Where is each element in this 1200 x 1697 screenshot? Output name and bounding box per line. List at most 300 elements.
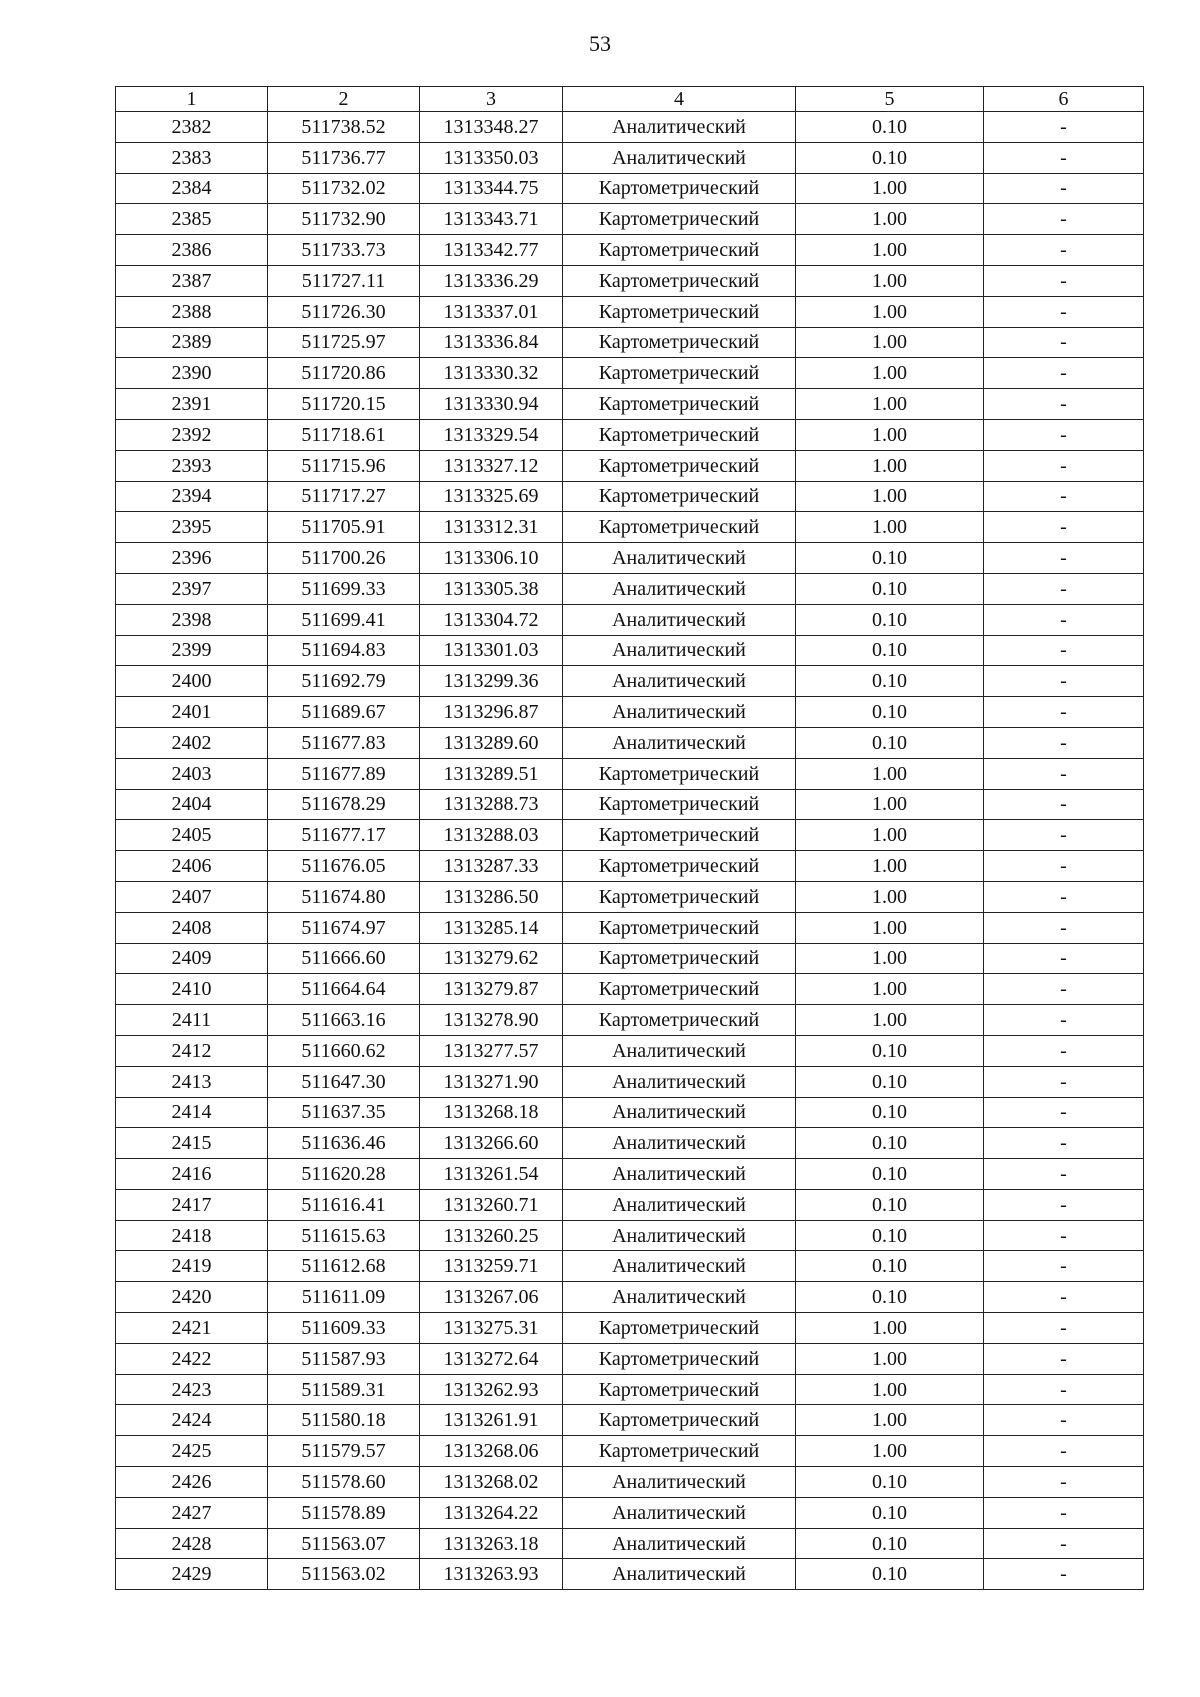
point-number-cell: 2393 [116,450,268,481]
point-number-cell: 2382 [116,112,268,143]
description-cell: - [984,327,1144,358]
method-cell: Картометрический [563,204,796,235]
accuracy-cell: 1.00 [796,235,984,266]
point-number-cell: 2421 [116,1313,268,1344]
column-header-5: 5 [796,87,984,112]
x-coordinate-cell: 511718.61 [268,419,420,450]
accuracy-cell: 0.10 [796,1251,984,1282]
point-number-cell: 2384 [116,173,268,204]
table-row [116,1128,1144,1159]
method-cell: Картометрический [563,265,796,296]
x-coordinate-cell: 511715.96 [268,450,420,481]
y-coordinate-cell: 1313327.12 [420,450,563,481]
method-cell: Картометрический [563,943,796,974]
column-header-2: 2 [268,87,420,112]
x-coordinate-cell: 511717.27 [268,481,420,512]
x-coordinate-cell: 511563.07 [268,1528,420,1559]
accuracy-cell: 0.10 [796,697,984,728]
x-coordinate-cell: 511692.79 [268,666,420,697]
table-row [116,419,1144,450]
description-cell: - [984,1097,1144,1128]
description-cell: - [984,419,1144,450]
description-cell: - [984,1343,1144,1374]
x-coordinate-cell: 511689.67 [268,697,420,728]
accuracy-cell: 1.00 [796,1436,984,1467]
x-coordinate-cell: 511578.89 [268,1497,420,1528]
method-cell: Аналитический [563,1497,796,1528]
point-number-cell: 2406 [116,851,268,882]
table-row [116,943,1144,974]
accuracy-cell: 0.10 [796,1528,984,1559]
method-cell: Картометрический [563,1005,796,1036]
accuracy-cell: 1.00 [796,974,984,1005]
description-cell: - [984,204,1144,235]
accuracy-cell: 0.10 [796,666,984,697]
x-coordinate-cell: 511609.33 [268,1313,420,1344]
description-cell: - [984,912,1144,943]
point-number-cell: 2389 [116,327,268,358]
y-coordinate-cell: 1313312.31 [420,512,563,543]
x-coordinate-cell: 511563.02 [268,1559,420,1590]
accuracy-cell: 1.00 [796,1405,984,1436]
x-coordinate-cell: 511678.29 [268,789,420,820]
description-cell: - [984,1005,1144,1036]
accuracy-cell: 1.00 [796,912,984,943]
method-cell: Аналитический [563,1251,796,1282]
point-number-cell: 2416 [116,1159,268,1190]
method-cell: Картометрический [563,419,796,450]
point-number-cell: 2394 [116,481,268,512]
y-coordinate-cell: 1313261.91 [420,1405,563,1436]
x-coordinate-cell: 511677.89 [268,758,420,789]
x-coordinate-cell: 511637.35 [268,1097,420,1128]
method-cell: Аналитический [563,112,796,143]
table-row [116,543,1144,574]
table-row [116,1159,1144,1190]
description-cell: - [984,635,1144,666]
point-number-cell: 2402 [116,727,268,758]
description-cell: - [984,1528,1144,1559]
method-cell: Картометрический [563,389,796,420]
method-cell: Аналитический [563,1282,796,1313]
point-number-cell: 2414 [116,1097,268,1128]
point-number-cell: 2411 [116,1005,268,1036]
accuracy-cell: 1.00 [796,512,984,543]
accuracy-cell: 0.10 [796,1035,984,1066]
table-row [116,296,1144,327]
point-number-cell: 2396 [116,543,268,574]
header-row [116,87,1144,112]
description-cell: - [984,881,1144,912]
description-cell: - [984,512,1144,543]
x-coordinate-cell: 511736.77 [268,142,420,173]
accuracy-cell: 0.10 [796,635,984,666]
x-coordinate-cell: 511663.16 [268,1005,420,1036]
accuracy-cell: 0.10 [796,543,984,574]
y-coordinate-cell: 1313259.71 [420,1251,563,1282]
table-row [116,1189,1144,1220]
x-coordinate-cell: 511620.28 [268,1159,420,1190]
table-row [116,573,1144,604]
point-number-cell: 2392 [116,419,268,450]
table-row [116,635,1144,666]
description-cell: - [984,789,1144,820]
accuracy-cell: 1.00 [796,296,984,327]
description-cell: - [984,727,1144,758]
accuracy-cell: 0.10 [796,1159,984,1190]
table-row [116,1436,1144,1467]
x-coordinate-cell: 511664.64 [268,974,420,1005]
method-cell: Картометрический [563,1405,796,1436]
description-cell: - [984,1220,1144,1251]
point-number-cell: 2390 [116,358,268,389]
y-coordinate-cell: 1313286.50 [420,881,563,912]
description-cell: - [984,173,1144,204]
accuracy-cell: 1.00 [796,450,984,481]
accuracy-cell: 1.00 [796,389,984,420]
method-cell: Аналитический [563,1035,796,1066]
point-number-cell: 2387 [116,265,268,296]
table-header [116,87,1144,112]
x-coordinate-cell: 511666.60 [268,943,420,974]
method-cell: Картометрический [563,851,796,882]
description-cell: - [984,235,1144,266]
x-coordinate-cell: 511677.83 [268,727,420,758]
table-row [116,1343,1144,1374]
accuracy-cell: 1.00 [796,265,984,296]
table-row [116,481,1144,512]
x-coordinate-cell: 511674.80 [268,881,420,912]
point-number-cell: 2401 [116,697,268,728]
x-coordinate-cell: 511700.26 [268,543,420,574]
x-coordinate-cell: 511579.57 [268,1436,420,1467]
method-cell: Картометрический [563,1343,796,1374]
y-coordinate-cell: 1313337.01 [420,296,563,327]
point-number-cell: 2426 [116,1467,268,1498]
point-number-cell: 2407 [116,881,268,912]
y-coordinate-cell: 1313287.33 [420,851,563,882]
point-number-cell: 2413 [116,1066,268,1097]
method-cell: Аналитический [563,1128,796,1159]
description-cell: - [984,142,1144,173]
table-row [116,974,1144,1005]
description-cell: - [984,1405,1144,1436]
y-coordinate-cell: 1313260.71 [420,1189,563,1220]
method-cell: Аналитический [563,142,796,173]
table-row [116,173,1144,204]
y-coordinate-cell: 1313289.60 [420,727,563,758]
y-coordinate-cell: 1313275.31 [420,1313,563,1344]
table-row [116,1097,1144,1128]
method-cell: Картометрический [563,481,796,512]
y-coordinate-cell: 1313267.06 [420,1282,563,1313]
description-cell: - [984,1066,1144,1097]
x-coordinate-cell: 511720.86 [268,358,420,389]
method-cell: Картометрический [563,1374,796,1405]
point-number-cell: 2420 [116,1282,268,1313]
method-cell: Аналитический [563,1159,796,1190]
y-coordinate-cell: 1313348.27 [420,112,563,143]
table-row [116,112,1144,143]
x-coordinate-cell: 511660.62 [268,1035,420,1066]
method-cell: Картометрический [563,789,796,820]
accuracy-cell: 0.10 [796,604,984,635]
table-row [116,389,1144,420]
method-cell: Аналитический [563,1559,796,1590]
description-cell: - [984,758,1144,789]
x-coordinate-cell: 511726.30 [268,296,420,327]
y-coordinate-cell: 1313260.25 [420,1220,563,1251]
table-row [116,1405,1144,1436]
table-row [116,727,1144,758]
y-coordinate-cell: 1313264.22 [420,1497,563,1528]
y-coordinate-cell: 1313344.75 [420,173,563,204]
x-coordinate-cell: 511738.52 [268,112,420,143]
accuracy-cell: 0.10 [796,1128,984,1159]
accuracy-cell: 0.10 [796,1220,984,1251]
table-row [116,1528,1144,1559]
table-body [116,112,1144,1590]
method-cell: Аналитический [563,635,796,666]
accuracy-cell: 1.00 [796,358,984,389]
point-number-cell: 2403 [116,758,268,789]
description-cell: - [984,1436,1144,1467]
y-coordinate-cell: 1313268.06 [420,1436,563,1467]
point-number-cell: 2424 [116,1405,268,1436]
x-coordinate-cell: 511615.63 [268,1220,420,1251]
table-row [116,1035,1144,1066]
x-coordinate-cell: 511647.30 [268,1066,420,1097]
y-coordinate-cell: 1313279.62 [420,943,563,974]
y-coordinate-cell: 1313268.02 [420,1467,563,1498]
x-coordinate-cell: 511699.41 [268,604,420,635]
table-row [116,912,1144,943]
y-coordinate-cell: 1313325.69 [420,481,563,512]
point-number-cell: 2415 [116,1128,268,1159]
method-cell: Аналитический [563,1467,796,1498]
table-row [116,1220,1144,1251]
description-cell: - [984,450,1144,481]
method-cell: Картометрический [563,512,796,543]
accuracy-cell: 0.10 [796,1282,984,1313]
method-cell: Картометрический [563,235,796,266]
method-cell: Картометрический [563,881,796,912]
table-row [116,1005,1144,1036]
description-cell: - [984,1467,1144,1498]
table-row [116,1282,1144,1313]
method-cell: Аналитический [563,727,796,758]
accuracy-cell: 1.00 [796,204,984,235]
point-number-cell: 2423 [116,1374,268,1405]
method-cell: Аналитический [563,1097,796,1128]
x-coordinate-cell: 511676.05 [268,851,420,882]
method-cell: Аналитический [563,697,796,728]
y-coordinate-cell: 1313296.87 [420,697,563,728]
accuracy-cell: 1.00 [796,1313,984,1344]
table-row [116,758,1144,789]
y-coordinate-cell: 1313263.18 [420,1528,563,1559]
x-coordinate-cell: 511589.31 [268,1374,420,1405]
description-cell: - [984,1189,1144,1220]
description-cell: - [984,820,1144,851]
table-row [116,820,1144,851]
table-row [116,1467,1144,1498]
accuracy-cell: 1.00 [796,173,984,204]
point-number-cell: 2405 [116,820,268,851]
table-row [116,327,1144,358]
column-header-4: 4 [563,87,796,112]
accuracy-cell: 0.10 [796,1189,984,1220]
accuracy-cell: 1.00 [796,1343,984,1374]
x-coordinate-cell: 511732.02 [268,173,420,204]
point-number-cell: 2398 [116,604,268,635]
table-row [116,1251,1144,1282]
page-number: 53 [589,31,611,56]
x-coordinate-cell: 511727.11 [268,265,420,296]
y-coordinate-cell: 1313271.90 [420,1066,563,1097]
point-number-cell: 2388 [116,296,268,327]
accuracy-cell: 0.10 [796,1097,984,1128]
description-cell: - [984,943,1144,974]
table-row [116,1374,1144,1405]
point-number-cell: 2395 [116,512,268,543]
point-number-cell: 2409 [116,943,268,974]
accuracy-cell: 1.00 [796,758,984,789]
method-cell: Аналитический [563,543,796,574]
description-cell: - [984,1559,1144,1590]
y-coordinate-cell: 1313305.38 [420,573,563,604]
y-coordinate-cell: 1313301.03 [420,635,563,666]
table-row [116,204,1144,235]
method-cell: Картометрический [563,974,796,1005]
point-number-cell: 2428 [116,1528,268,1559]
description-cell: - [984,1497,1144,1528]
table-row [116,666,1144,697]
description-cell: - [984,296,1144,327]
x-coordinate-cell: 511612.68 [268,1251,420,1282]
method-cell: Картометрический [563,358,796,389]
description-cell: - [984,1313,1144,1344]
table-row [116,1066,1144,1097]
accuracy-cell: 1.00 [796,789,984,820]
accuracy-cell: 0.10 [796,573,984,604]
x-coordinate-cell: 511580.18 [268,1405,420,1436]
x-coordinate-cell: 511616.41 [268,1189,420,1220]
method-cell: Аналитический [563,666,796,697]
point-number-cell: 2410 [116,974,268,1005]
point-number-cell: 2397 [116,573,268,604]
description-cell: - [984,1374,1144,1405]
x-coordinate-cell: 511699.33 [268,573,420,604]
y-coordinate-cell: 1313261.54 [420,1159,563,1190]
table-row [116,881,1144,912]
accuracy-cell: 1.00 [796,419,984,450]
description-cell: - [984,697,1144,728]
y-coordinate-cell: 1313330.32 [420,358,563,389]
y-coordinate-cell: 1313336.29 [420,265,563,296]
y-coordinate-cell: 1313336.84 [420,327,563,358]
table-row [116,1313,1144,1344]
y-coordinate-cell: 1313330.94 [420,389,563,420]
x-coordinate-cell: 511720.15 [268,389,420,420]
point-number-cell: 2427 [116,1497,268,1528]
accuracy-cell: 1.00 [796,327,984,358]
accuracy-cell: 0.10 [796,112,984,143]
y-coordinate-cell: 1313343.71 [420,204,563,235]
point-number-cell: 2425 [116,1436,268,1467]
method-cell: Картометрический [563,327,796,358]
accuracy-cell: 1.00 [796,1374,984,1405]
accuracy-cell: 1.00 [796,943,984,974]
table-row [116,235,1144,266]
y-coordinate-cell: 1313266.60 [420,1128,563,1159]
description-cell: - [984,666,1144,697]
method-cell: Картометрический [563,173,796,204]
table-row [116,450,1144,481]
description-cell: - [984,1251,1144,1282]
column-header-3: 3 [420,87,563,112]
accuracy-cell: 1.00 [796,881,984,912]
table-row [116,604,1144,635]
table-row [116,697,1144,728]
table-row [116,851,1144,882]
description-cell: - [984,573,1144,604]
table-row [116,265,1144,296]
point-number-cell: 2422 [116,1343,268,1374]
point-number-cell: 2419 [116,1251,268,1282]
x-coordinate-cell: 511677.17 [268,820,420,851]
accuracy-cell: 0.10 [796,727,984,758]
y-coordinate-cell: 1313263.93 [420,1559,563,1590]
x-coordinate-cell: 511725.97 [268,327,420,358]
accuracy-cell: 0.10 [796,142,984,173]
point-number-cell: 2417 [116,1189,268,1220]
description-cell: - [984,604,1144,635]
y-coordinate-cell: 1313278.90 [420,1005,563,1036]
table-row [116,1559,1144,1590]
description-cell: - [984,358,1144,389]
accuracy-cell: 0.10 [796,1559,984,1590]
y-coordinate-cell: 1313306.10 [420,543,563,574]
y-coordinate-cell: 1313262.93 [420,1374,563,1405]
accuracy-cell: 1.00 [796,1005,984,1036]
point-number-cell: 2383 [116,142,268,173]
point-number-cell: 2400 [116,666,268,697]
accuracy-cell: 1.00 [796,851,984,882]
table-row [116,358,1144,389]
x-coordinate-cell: 511705.91 [268,512,420,543]
point-number-cell: 2391 [116,389,268,420]
method-cell: Картометрический [563,1313,796,1344]
method-cell: Картометрический [563,450,796,481]
x-coordinate-cell: 511674.97 [268,912,420,943]
method-cell: Аналитический [563,1220,796,1251]
description-cell: - [984,1282,1144,1313]
column-header-6: 6 [984,87,1144,112]
point-number-cell: 2412 [116,1035,268,1066]
method-cell: Картометрический [563,912,796,943]
x-coordinate-cell: 511732.90 [268,204,420,235]
point-number-cell: 2418 [116,1220,268,1251]
point-number-cell: 2385 [116,204,268,235]
accuracy-cell: 0.10 [796,1467,984,1498]
y-coordinate-cell: 1313268.18 [420,1097,563,1128]
y-coordinate-cell: 1313289.51 [420,758,563,789]
description-cell: - [984,265,1144,296]
accuracy-cell: 1.00 [796,481,984,512]
y-coordinate-cell: 1313279.87 [420,974,563,1005]
accuracy-cell: 0.10 [796,1497,984,1528]
